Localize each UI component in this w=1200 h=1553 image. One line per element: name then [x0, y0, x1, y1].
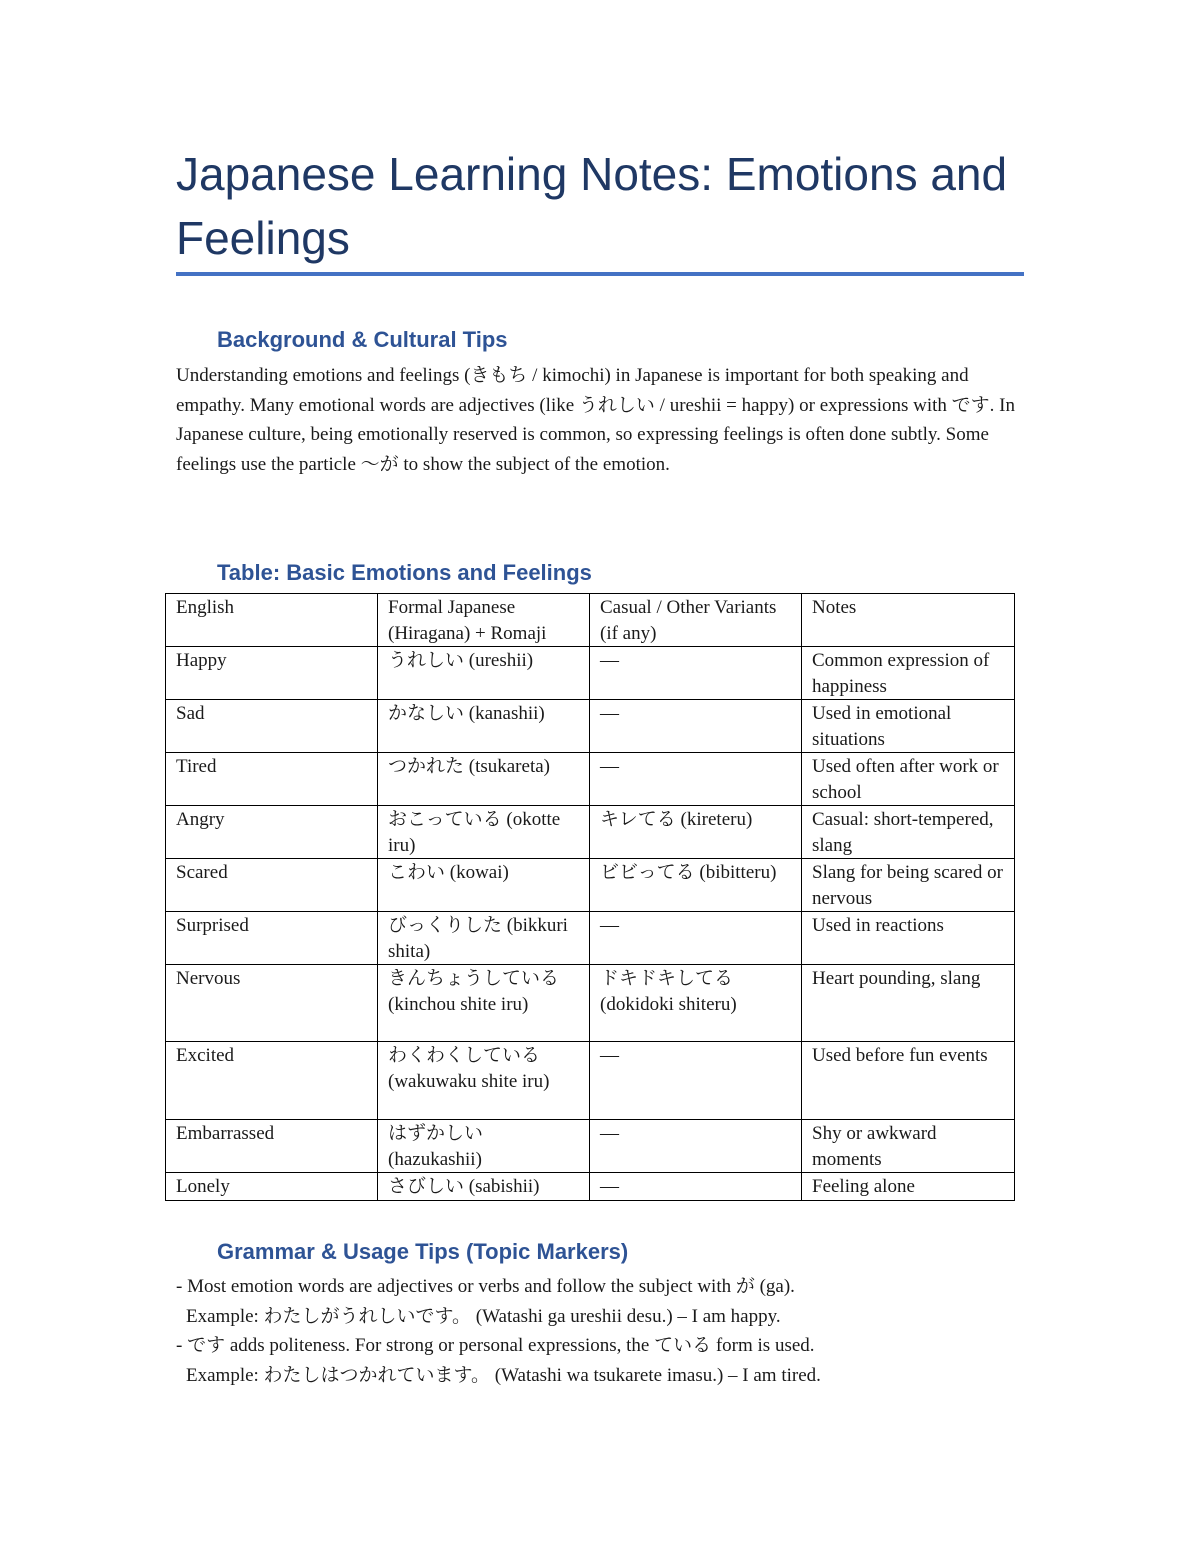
table-row: [166, 806, 1015, 859]
table-cell: —: [590, 753, 802, 806]
table-row: [166, 1120, 1015, 1173]
table-row: [166, 1173, 1015, 1201]
grammar-tip-line: - Most emotion words are adjectives or verbs and follow the subject with が (ga).: [176, 1276, 795, 1297]
table-cell: Casual: short-tempered, slang: [802, 806, 1015, 859]
header-cell: Notes: [802, 594, 1015, 647]
table-cell: Common expression of happiness: [802, 647, 1015, 700]
background-heading: Background & Cultural Tips: [217, 327, 508, 352]
grammar-heading: Grammar & Usage Tips (Topic Markers): [217, 1239, 629, 1264]
table-cell: Lonely: [166, 1173, 378, 1201]
table-cell: ドキドキしてる (dokidoki shiteru): [590, 965, 802, 1042]
table-heading: Table: Basic Emotions and Feelings: [217, 560, 592, 585]
table-cell: かなしい (kanashii): [378, 700, 590, 753]
table-cell: —: [590, 700, 802, 753]
table-cell: Heart pounding, slang: [802, 965, 1015, 1042]
title-underline: [176, 272, 1024, 276]
table-cell: わくわくしている (wakuwaku shite iru): [378, 1042, 590, 1120]
table-body: [166, 647, 1015, 1201]
table-row: [166, 647, 1015, 700]
table-cell: Shy or awkward moments: [802, 1120, 1015, 1173]
table-row: [166, 753, 1015, 806]
grammar-tip-line: - です adds politeness. For strong or personal expressions, the ている form is used.: [176, 1335, 815, 1356]
table-cell: Sad: [166, 700, 378, 753]
table-cell: Tired: [166, 753, 378, 806]
emotions-table: [165, 593, 1015, 1201]
header-cell: English: [166, 594, 378, 647]
table-cell: Slang for being scared or nervous: [802, 859, 1015, 912]
table-cell: さびしい (sabishii): [378, 1173, 590, 1201]
table-header-row: [166, 594, 1015, 647]
table-row: [166, 859, 1015, 912]
table-cell: うれしい (ureshii): [378, 647, 590, 700]
table-cell: —: [590, 1120, 802, 1173]
header-cell: Casual / Other Variants (if any): [590, 594, 802, 647]
page-title: Japanese Learning Notes: Emotions and Feelings: [176, 148, 1008, 264]
table-cell: おこっている (okotte iru): [378, 806, 590, 859]
table-cell: Scared: [166, 859, 378, 912]
table-cell: —: [590, 1173, 802, 1201]
table-row: [166, 965, 1015, 1042]
table-cell: Excited: [166, 1042, 378, 1120]
background-paragraph: Understanding emotions and feelings (きもち / kimochi) in Japanese is important for both speaking and empathy. Many emotional words are adjectives (like うれしい / ureshii = happy) or expressions with です. In Japanese culture, being emotionally reserved is common, so expressing feelings is often done subtly. Some feelings use the particle ～が to show the subject of the emotion.: [176, 365, 1015, 475]
table-cell: Surprised: [166, 912, 378, 965]
grammar-example-line: Example: わたしはつかれています。 (Watashi wa tsukarete imasu.) – I am tired.: [186, 1364, 821, 1386]
table-cell: Angry: [166, 806, 378, 859]
table-cell: Happy: [166, 647, 378, 700]
table-cell: Used in emotional situations: [802, 700, 1015, 753]
table-cell: Embarrassed: [166, 1120, 378, 1173]
table-cell: キレてる (kireteru): [590, 806, 802, 859]
table-cell: びっくりした (bikkuri shita): [378, 912, 590, 965]
table-cell: —: [590, 1042, 802, 1120]
grammar-tips: [176, 1272, 1026, 1390]
table-cell: Used often after work or school: [802, 753, 1015, 806]
table-cell: ビビってる (bibitteru): [590, 859, 802, 912]
table-cell: こわい (kowai): [378, 859, 590, 912]
table-row: [166, 912, 1015, 965]
table-cell: Feeling alone: [802, 1173, 1015, 1201]
table-cell: Used in reactions: [802, 912, 1015, 965]
table-cell: つかれた (tsukareta): [378, 753, 590, 806]
table-row: [166, 700, 1015, 753]
header-cell: Formal Japanese (Hiragana) + Romaji: [378, 594, 590, 647]
table-row: [166, 1042, 1015, 1120]
table-cell: Used before fun events: [802, 1042, 1015, 1120]
table-cell: —: [590, 912, 802, 965]
table-cell: —: [590, 647, 802, 700]
table-cell: きんちょうしている (kinchou shite iru): [378, 965, 590, 1042]
table-cell: はずかしい (hazukashii): [378, 1120, 590, 1173]
table-cell: Nervous: [166, 965, 378, 1042]
grammar-example-line: Example: わたしがうれしいです。 (Watashi ga ureshii desu.) – I am happy.: [186, 1305, 781, 1327]
